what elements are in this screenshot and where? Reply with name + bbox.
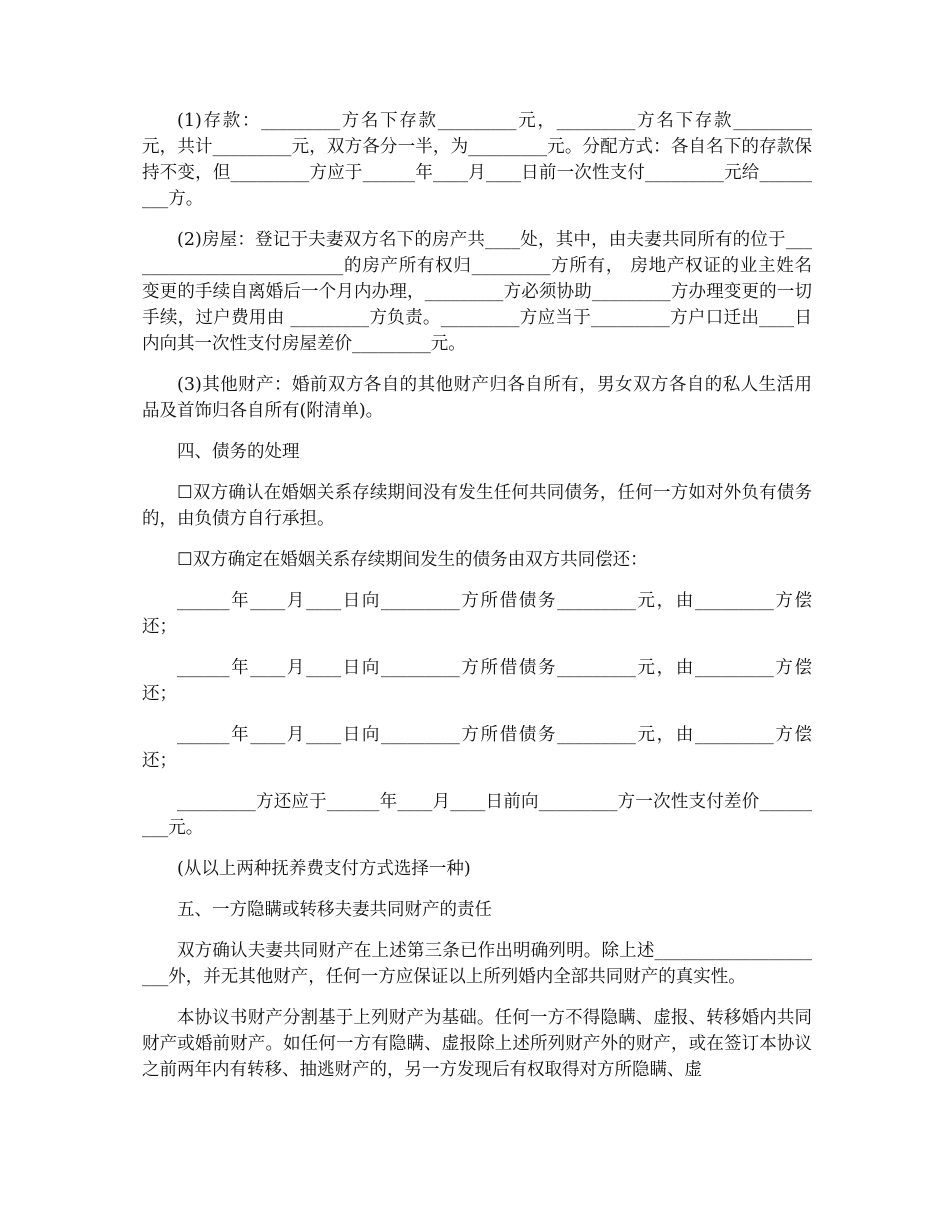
- debt-entry-3: ______年____月____日向_________方所借债务_________元，由_________方偿还；: [142, 725, 812, 771]
- paragraph-price-difference: _________方还应于______年____月____日前向_________方一次性支付差价_________元。: [142, 792, 812, 838]
- paragraph-no-joint-debt: ☐双方确认在婚姻关系存续期间没有发生任何共同债务，任何一方如对外负有债务的，由负债方自行承担。: [142, 483, 812, 529]
- debt-entry-1: ______年____月____日向_________方所借债务_________元，由_________方偿还；: [142, 591, 812, 637]
- section-heading-debts: 四、债务的处理: [177, 442, 300, 462]
- paragraph-deposits: (1)存款：_________方名下存款_________元，_________方名下存款_________元，共计_________元，双方各分一半，为_________元。分配方式：各自名下的存款保持不变，但_________方应于______年____月____日前一次性支付_________元给_________方。: [142, 111, 812, 209]
- document-page: [142, 108, 812, 1098]
- paragraph-property-confirmation: 双方确认夫妻共同财产在上述第三条已作出明确列明。除上述_____________________外，并无其他财产，任何一方应保证以上所列婚内全部共同财产的真实性。: [142, 941, 812, 987]
- paragraph-division-basis: 本协议书财产分割基于上列财产为基础。任何一方不得隐瞒、虚报、转移婚内共同财产或婚前财产。如任何一方有隐瞒、虚报除上述所列财产外的财产，或在签订本协议之前两年内有转移、抽逃财产的，另一方发现后有权取得对方所隐瞒、虚: [142, 1008, 812, 1080]
- debt-entry-2: ______年____月____日向_________方所借债务_________元，由_________方偿还；: [142, 658, 812, 704]
- paragraph-choose-one: (从以上两种抚养费支付方式选择一种): [177, 859, 471, 879]
- paragraph-other-property: (3)其他财产：婚前双方各自的其他财产归各自所有，男女双方各自的私人生活用品及首饰归各自所有(附清单)。: [142, 375, 812, 421]
- paragraph-housing: (2)房屋：登记于夫妻双方名下的房产共____处，其中，由夫妻共同所有的位于__________________________的房产所有权归_________方所有， 房地产权证的业主姓名变更的手续自离婚后一个月内办理，_________方必须协助_________方办理变更的一切手续，过户费用由 _________方负责。_________方应当于_________方户口迁出____日内向其一次性支付房屋差价_________元。: [142, 230, 812, 354]
- paragraph-joint-debt: ☐双方确定在婚姻关系存续期间发生的债务由双方共同偿还：: [177, 550, 648, 570]
- section-heading-concealment: 五、一方隐瞒或转移夫妻共同财产的责任: [177, 900, 492, 920]
